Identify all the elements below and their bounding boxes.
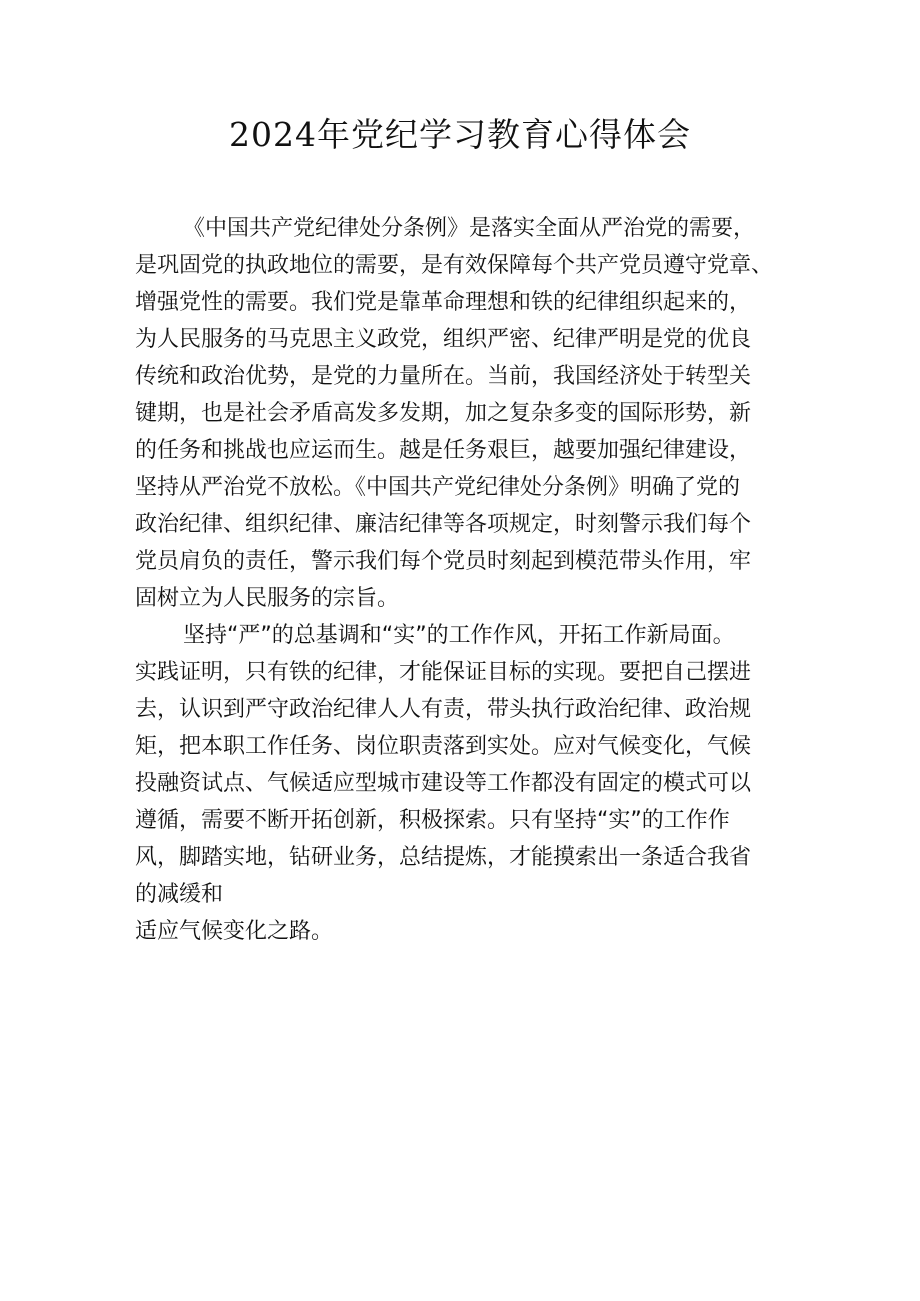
text-line: 的任务和挑战也应运而生。越是任务艰巨，越要加强纪律建设， xyxy=(135,438,752,463)
text-line: 党员肩负的责任，警示我们每个党员时刻起到模范带头作用，牢 xyxy=(135,549,752,574)
text-line: 《中国共产党纪律处分条例》是落实全面从严治党的需要， xyxy=(183,216,756,241)
text-line: 固树立为人民服务的宗旨。 xyxy=(135,586,400,611)
text-line: 风，脚踏实地，钻研业务，总结提炼，才能摸索出一条适合我省 xyxy=(135,845,752,870)
paragraph-2 xyxy=(135,617,790,950)
text-line: 适应气候变化之路。 xyxy=(135,919,334,944)
document-title: 2024年党纪学习教育心得体会 xyxy=(229,115,691,154)
text-line: 政治纪律、组织纪律、廉洁纪律等各项规定，时刻警示我们每个 xyxy=(135,512,752,537)
text-line: 键期，也是社会矛盾高发多发期，加之复杂多变的国际形势，新 xyxy=(135,401,752,426)
text-line: 增强党性的需要。我们党是靠革命理想和铁的纪律组织起来的， xyxy=(135,290,752,315)
text-line: 坚持从严治党不放松。《中国共产党纪律处分条例》明确了党的 xyxy=(135,475,741,500)
text-line: 的减缓和 xyxy=(135,882,224,907)
text-line: 实践证明，只有铁的纪律，才能保证目标的实现。要把自己摆进 xyxy=(135,660,752,685)
text-line: 遵循，需要不断开拓创新，积极探索。只有坚持“实”的工作作 xyxy=(135,808,730,833)
text-line: 为人民服务的马克思主义政党，组织严密、纪律严明是党的优良 xyxy=(135,327,752,352)
paragraph-1 xyxy=(135,210,790,617)
text-line: 坚持“严”的总基调和“实”的工作作风，开拓工作新局面。 xyxy=(183,623,735,648)
text-line: 去，认识到严守政治纪律人人有责，带头执行政治纪律、政治规 xyxy=(135,697,752,722)
text-line: 投融资试点、气候适应型城市建设等工作都没有固定的模式可以 xyxy=(135,771,752,796)
document-body xyxy=(135,210,790,950)
text-line: 是巩固党的执政地位的需要，是有效保障每个共产党员遵守党章、 xyxy=(135,253,774,278)
text-line: 传统和政治优势，是党的力量所在。当前，我国经济处于转型关 xyxy=(135,364,752,389)
text-line: 矩，把本职工作任务、岗位职责落到实处。应对气候变化，气候 xyxy=(135,734,752,759)
